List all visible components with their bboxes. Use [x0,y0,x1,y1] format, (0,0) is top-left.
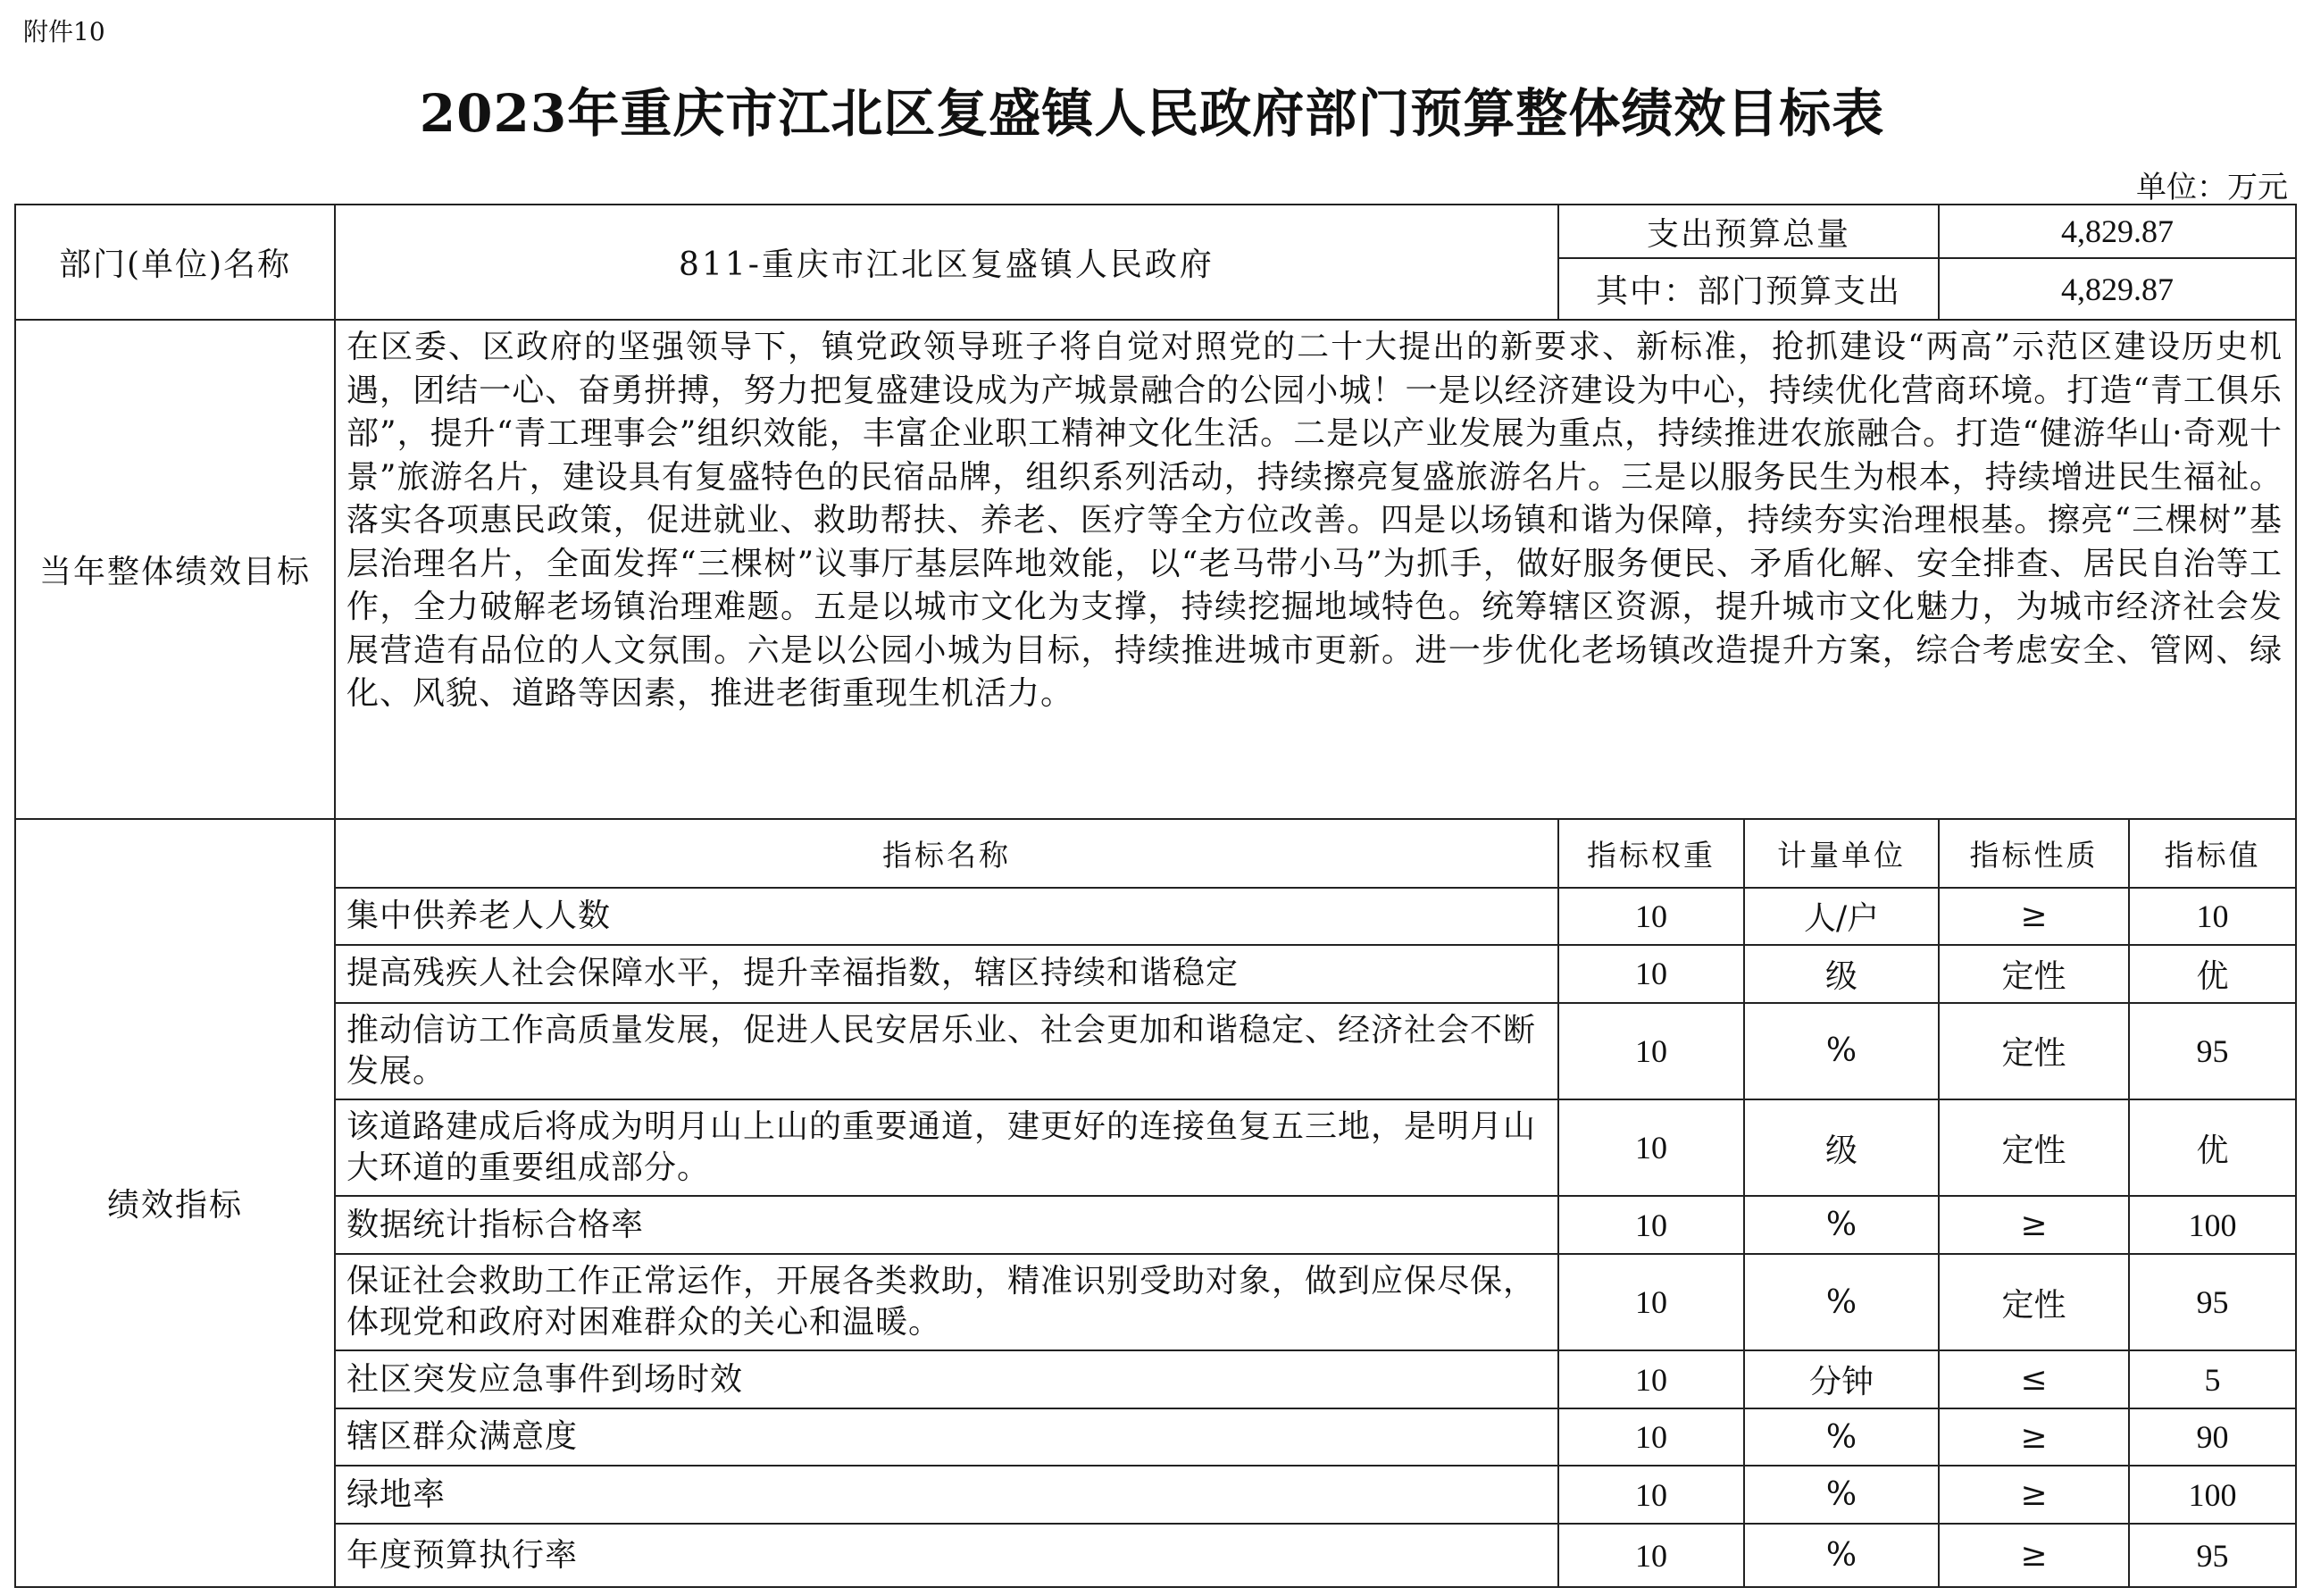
indicator-nature: 定性 [1939,1099,2129,1196]
dept-value-cell [335,205,1558,320]
table-row [15,1524,2296,1587]
dept-budget-label-cell [1558,258,1939,320]
indicator-name: 年度预算执行率 [335,1524,1558,1587]
indicator-nature: 定性 [1939,945,2129,1003]
table-row [15,1466,2296,1524]
dept-label-cell [15,205,335,320]
total-budget-value: 4,829.87 [2061,213,2175,250]
column-header-weight: 指标权重 [1558,819,1744,888]
indicators-label-cell [15,819,335,1587]
dept-budget-label: 其中：部门预算支出 [1596,273,1902,311]
indicator-nature: 定性 [1939,1003,2129,1099]
dept-budget-value: 4,829.87 [2061,271,2175,307]
indicator-weight: 10 [1558,945,1744,1003]
unit-label: 单位：万元 [2136,170,2288,205]
indicator-value: 10 [2129,888,2296,946]
indicator-nature: 定性 [1939,1254,2129,1350]
indicator-value: 5 [2129,1350,2296,1408]
goal-label: 当年整体绩效目标 [38,553,311,590]
goal-label-cell [15,320,335,818]
indicator-unit: 级 [1744,1099,1939,1196]
indicator-nature: ≥ [1939,888,2129,946]
column-header-value: 指标值 [2129,819,2296,888]
table-row [15,1003,2296,1099]
indicator-nature: ≥ [1939,1408,2129,1466]
indicator-name: 绿地率 [335,1466,1558,1524]
page-title: 2023年重庆市江北区复盛镇人民政府部门预算整体绩效目标表 [419,83,1885,144]
table-row [15,888,2296,946]
indicator-nature: ≤ [1939,1350,2129,1408]
column-header-unit: 计量单位 [1744,819,1939,888]
indicator-value: 100 [2129,1196,2296,1254]
indicator-value: 100 [2129,1466,2296,1524]
attachment-label: 附件10 [23,17,105,46]
indicator-unit: % [1744,1003,1939,1099]
total-budget-label: 支出预算总量 [1647,215,1851,253]
indicator-unit: 人/户 [1744,888,1939,946]
indicator-value: 优 [2129,1099,2296,1196]
indicator-unit: % [1744,1196,1939,1254]
table-row [15,1254,2296,1350]
indicator-value: 优 [2129,945,2296,1003]
indicator-value: 95 [2129,1003,2296,1099]
total-budget-value-cell [1939,205,2296,258]
indicator-value: 95 [2129,1254,2296,1350]
dept-value: 811-重庆市江北区复盛镇人民政府 [679,247,1215,284]
table-row [15,1099,2296,1196]
table-row [15,945,2296,1003]
indicator-nature: ≥ [1939,1196,2129,1254]
indicator-value: 90 [2129,1408,2296,1466]
indicator-name: 该道路建成后将成为明月山上山的重要通道，建更好的连接鱼复五三地，是明月山大环道的重要组成部分。 [335,1099,1558,1196]
indicator-weight: 10 [1558,1408,1744,1466]
dept-label: 部门(单位)名称 [58,247,292,284]
indicator-weight: 10 [1558,1099,1744,1196]
column-header-name: 指标名称 [335,819,1558,888]
indicator-unit: 级 [1744,945,1939,1003]
indicator-name: 集中供养老人人数 [335,888,1558,946]
indicator-weight: 10 [1558,888,1744,946]
column-header-nature: 指标性质 [1939,819,2129,888]
indicator-name: 保证社会救助工作正常运作，开展各类救助，精准识别受助对象，做到应保尽保，体现党和政府对困难群众的关心和温暖。 [335,1254,1558,1350]
indicator-unit: % [1744,1254,1939,1350]
indicator-unit: % [1744,1524,1939,1587]
performance-table [14,204,2297,1588]
goal-text: 在区委、区政府的坚强领导下，镇党政领导班子将自觉对照党的二十大提出的新要求、新标准，抢抓建设“两高”示范区建设历史机遇，团结一心、奋勇拼搏，努力把复盛建设成为产城景融合的公园小城！一是以经济建设为中心，持续优化营商环境。打造“青工俱乐部”，提升“青工理事会”组织效能，丰富企业职工精神文化生活。二是以产业发展为重点，持续推进农旅融合。打造“健游华山·奇观十景”旅游名片，建设具有复盛特色的民宿品牌，组织系列活动，持续擦亮复盛旅游名片。三是以服务民生为根本，持续增进民生福祉。落实各项惠民政策，促进就业、救助帮扶、养老、医疗等全方位改善。四是以场镇和谐为保障，持续夯实治理根基。擦亮“三棵树”基层治理名片，全面发挥“三棵树”议事厅基层阵地效能，以“老马带小马”为抓手，做好服务便民、矛盾化解、安全排查、居民自治等工作，全力破解老场镇治理难题。五是以城市文化为支撑，持续挖掘地域特色。统筹辖区资源，提升城市文化魅力，为城市经济社会发展营造有品位的人文氛围。六是以公园小城为目标，持续推进城市更新。进一步优化老场镇改造提升方案，综合考虑安全、管网、绿化、风貌、道路等因素，推进老街重现生机活力。 [335,320,2296,818]
indicator-weight: 10 [1558,1466,1744,1524]
dept-budget-value-cell [1939,258,2296,320]
indicator-value: 95 [2129,1524,2296,1587]
indicator-nature: ≥ [1939,1466,2129,1524]
indicators-label: 绩效指标 [106,1187,243,1224]
indicator-unit: % [1744,1408,1939,1466]
indicator-name: 提高残疾人社会保障水平，提升幸福指数，辖区持续和谐稳定 [335,945,1558,1003]
indicator-weight: 10 [1558,1003,1744,1099]
indicator-weight: 10 [1558,1524,1744,1587]
indicator-name: 辖区群众满意度 [335,1408,1558,1466]
indicator-unit: % [1744,1466,1939,1524]
indicator-unit: 分钟 [1744,1350,1939,1408]
indicator-name: 推动信访工作高质量发展，促进人民安居乐业、社会更加和谐稳定、经济社会不断发展。 [335,1003,1558,1099]
indicator-name: 数据统计指标合格率 [335,1196,1558,1254]
total-budget-label-cell [1558,205,1939,258]
table-row [15,1408,2296,1466]
table-row [15,1196,2296,1254]
table-row [15,1350,2296,1408]
indicator-name: 社区突发应急事件到场时效 [335,1350,1558,1408]
indicator-weight: 10 [1558,1350,1744,1408]
indicator-weight: 10 [1558,1254,1744,1350]
indicator-weight: 10 [1558,1196,1744,1254]
indicator-nature: ≥ [1939,1524,2129,1587]
